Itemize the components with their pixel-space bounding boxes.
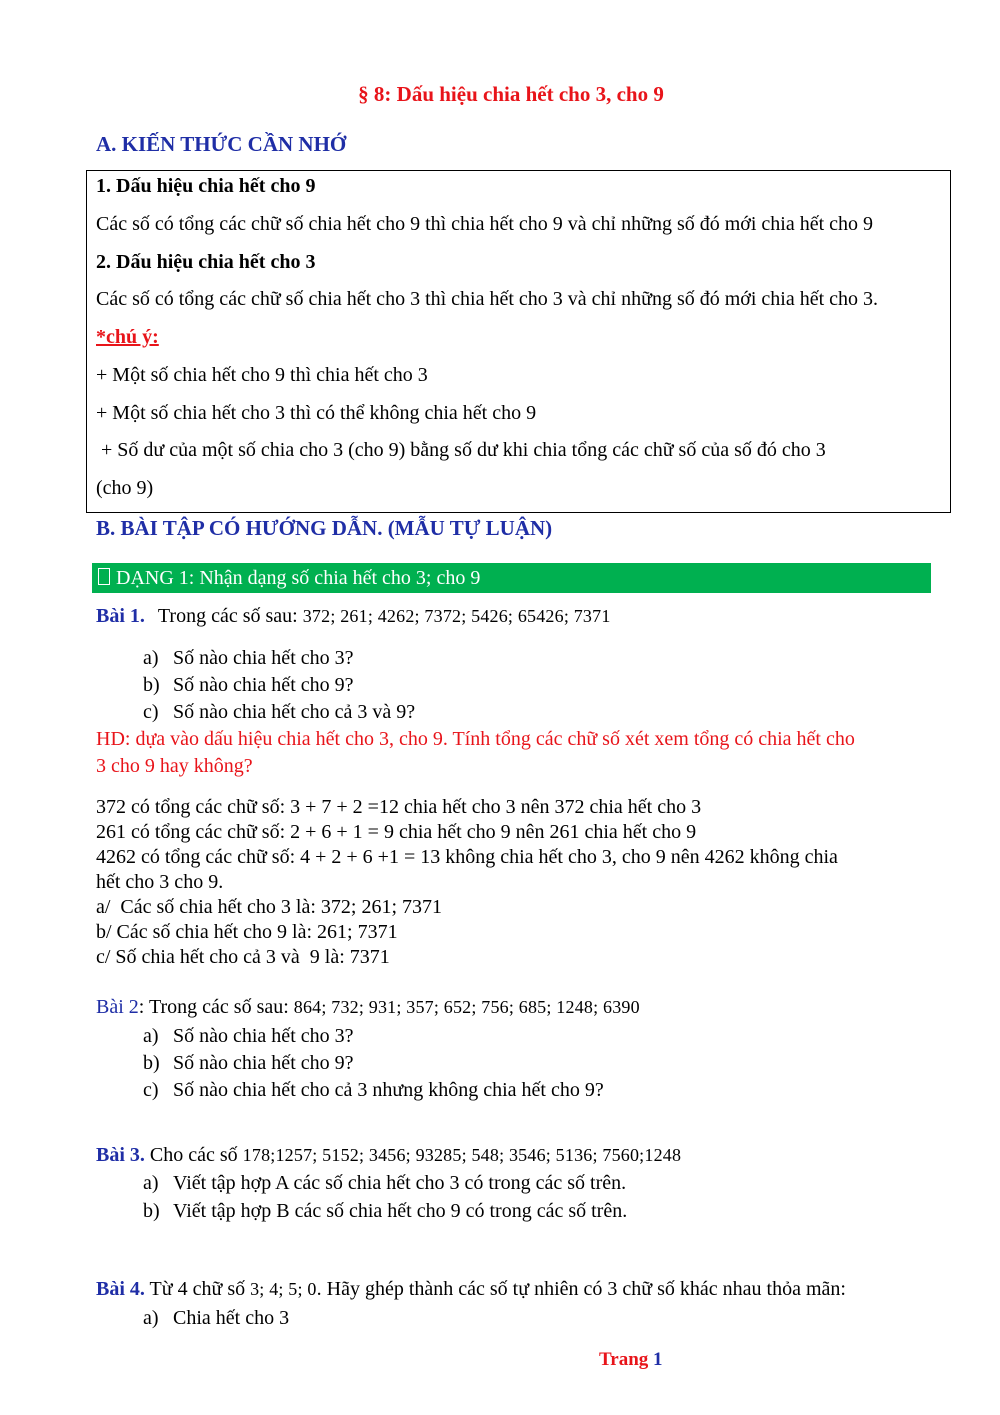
footer-label: Trang xyxy=(599,1349,649,1370)
bai-1-hint-line-2: 3 cho 9 hay không? xyxy=(96,755,253,777)
note-label: *chú ý: xyxy=(96,326,159,348)
bai-1-question-c xyxy=(143,701,415,724)
note-3-line-1: + Số dư của một số chia cho 3 (cho 9) bằng số dư khi chia tổng các chữ số của số đó cho 3 xyxy=(96,439,826,461)
bai-3-text: Cho các số xyxy=(149,1144,238,1166)
theory-heading-2: 2. Dấu hiệu chia hết cho 3 xyxy=(96,251,316,273)
bai-2-question-a xyxy=(143,1025,354,1048)
item-text: Viết tập hợp B các số chia hết cho 9 có trong các số trên. xyxy=(173,1200,628,1222)
bai-1-text: Trong các số sau: xyxy=(157,605,298,627)
note-1: + Một số chia hết cho 9 thì chia hết cho 3 xyxy=(96,364,428,386)
bai-2-question-b xyxy=(143,1052,354,1075)
item-label: b) xyxy=(143,1052,160,1074)
solution-line: 4262 có tổng các chữ số: 4 + 2 + 6 +1 = 13 không chia hết cho 3, cho 9 nên 4262 không chia xyxy=(96,846,838,868)
item-label: c) xyxy=(143,701,159,723)
item-text: Số nào chia hết cho 9? xyxy=(173,674,354,696)
item-label: a) xyxy=(143,647,159,669)
solution-line: 372 có tổng các chữ số: 3 + 7 + 2 =12 chia hết cho 3 nên 372 chia hết cho 3 xyxy=(96,796,702,818)
note-2: + Một số chia hết cho 3 thì có thể không chia hết cho 9 xyxy=(96,402,537,424)
item-label: a) xyxy=(143,1307,159,1329)
theory-paragraph-2: Các số có tổng các chữ số chia hết cho 3 thì chia hết cho 3 và chỉ những số đó mới chia hết cho 3. xyxy=(96,288,879,310)
bai-2-statement xyxy=(96,996,640,1019)
bai-4-question-a xyxy=(143,1307,289,1330)
page-footer xyxy=(599,1349,663,1371)
bai-3-statement xyxy=(96,1144,681,1167)
theory-paragraph-1: Các số có tổng các chữ số chia hết cho 9 thì chia hết cho 9 và chỉ những số đó mới chia hết cho 9 xyxy=(96,213,874,235)
bai-4-label: Bài 4. xyxy=(96,1278,145,1300)
theory-box xyxy=(86,170,951,513)
item-text: Số nào chia hết cho 3? xyxy=(173,647,354,669)
solution-line: 261 có tổng các chữ số: 2 + 6 + 1 = 9 chia hết cho 9 nên 261 chia hết cho 9 xyxy=(96,821,697,843)
solution-line: c/ Số chia hết cho cả 3 và 9 là: 7371 xyxy=(96,946,390,968)
item-text: Chia hết cho 3 xyxy=(173,1307,290,1329)
item-label: c) xyxy=(143,1079,159,1101)
bai-4-statement xyxy=(96,1278,846,1301)
section-b-heading: B. BÀI TẬP CÓ HƯỚNG DẪN. (MẪU TỰ LUẬN) xyxy=(96,516,553,540)
item-text: Viết tập hợp A các số chia hết cho 3 có trong các số trên. xyxy=(173,1172,627,1194)
section-a-heading: A. KIẾN THỨC CẦN NHỚ xyxy=(96,132,347,156)
solution-line: hết cho 3 cho 9. xyxy=(96,871,224,893)
solution-line: b/ Các số chia hết cho 9 là: 261; 7371 xyxy=(96,921,398,943)
bai-3-question-a xyxy=(143,1172,626,1195)
item-label: b) xyxy=(143,1200,160,1222)
item-label: a) xyxy=(143,1172,159,1194)
bai-1-question-b xyxy=(143,674,354,697)
item-text: Số nào chia hết cho 3? xyxy=(173,1025,354,1047)
bai-1-question-a xyxy=(143,647,354,670)
solution-line: a/ Các số chia hết cho 3 là: 372; 261; 7371 xyxy=(96,896,443,918)
page-title: § 8: Dấu hiệu chia hết cho 3, cho 9 xyxy=(358,82,664,106)
bai-2-question-c xyxy=(143,1079,604,1102)
bai-2-label: Bài 2 xyxy=(96,996,139,1018)
item-label: a) xyxy=(143,1025,159,1047)
item-label: b) xyxy=(143,674,160,696)
bai-2-numbers: 864; 732; 931; 357; 652; 756; 685; 1248; 6390 xyxy=(293,997,640,1017)
dang-1-banner xyxy=(92,563,931,593)
dang-1-title: DẠNG 1: Nhận dạng số chia hết cho 3; cho 9 xyxy=(116,567,481,589)
bai-3-label: Bài 3. xyxy=(96,1144,145,1166)
item-text: Số nào chia hết cho cả 3 và 9? xyxy=(173,701,416,723)
footer-page-number: 1 xyxy=(653,1349,663,1370)
bai-4-text-1: Từ 4 chữ số xyxy=(149,1278,246,1300)
bai-1-numbers: 372; 261; 4262; 7372; 5426; 65426; 7371 xyxy=(302,606,611,626)
bai-4-text-2: . Hãy ghép thành các số tự nhiên có 3 chữ số khác nhau thỏa mãn: xyxy=(316,1278,846,1300)
bai-3-question-b xyxy=(143,1200,627,1223)
bai-1-label: Bài 1. xyxy=(96,605,145,627)
bai-2-text: : Trong các số sau: xyxy=(138,996,289,1018)
item-text: Số nào chia hết cho cả 3 nhưng không chia hết cho 9? xyxy=(173,1079,604,1101)
bai-1-statement xyxy=(96,605,611,628)
bai-1-hint-line-1: HD: dựa vào dấu hiệu chia hết cho 3, cho 9. Tính tổng các chữ số xét xem tổng có chia hết cho xyxy=(96,728,855,750)
item-text: Số nào chia hết cho 9? xyxy=(173,1052,354,1074)
note-3-line-2: (cho 9) xyxy=(96,477,154,499)
theory-heading-1: 1. Dấu hiệu chia hết cho 9 xyxy=(96,175,316,197)
box-icon xyxy=(98,568,110,585)
bai-3-numbers: 178;1257; 5152; 3456; 93285; 548; 3546; 5136; 7560;1248 xyxy=(242,1145,682,1165)
bai-4-numbers: 3; 4; 5; 0 xyxy=(250,1279,317,1299)
